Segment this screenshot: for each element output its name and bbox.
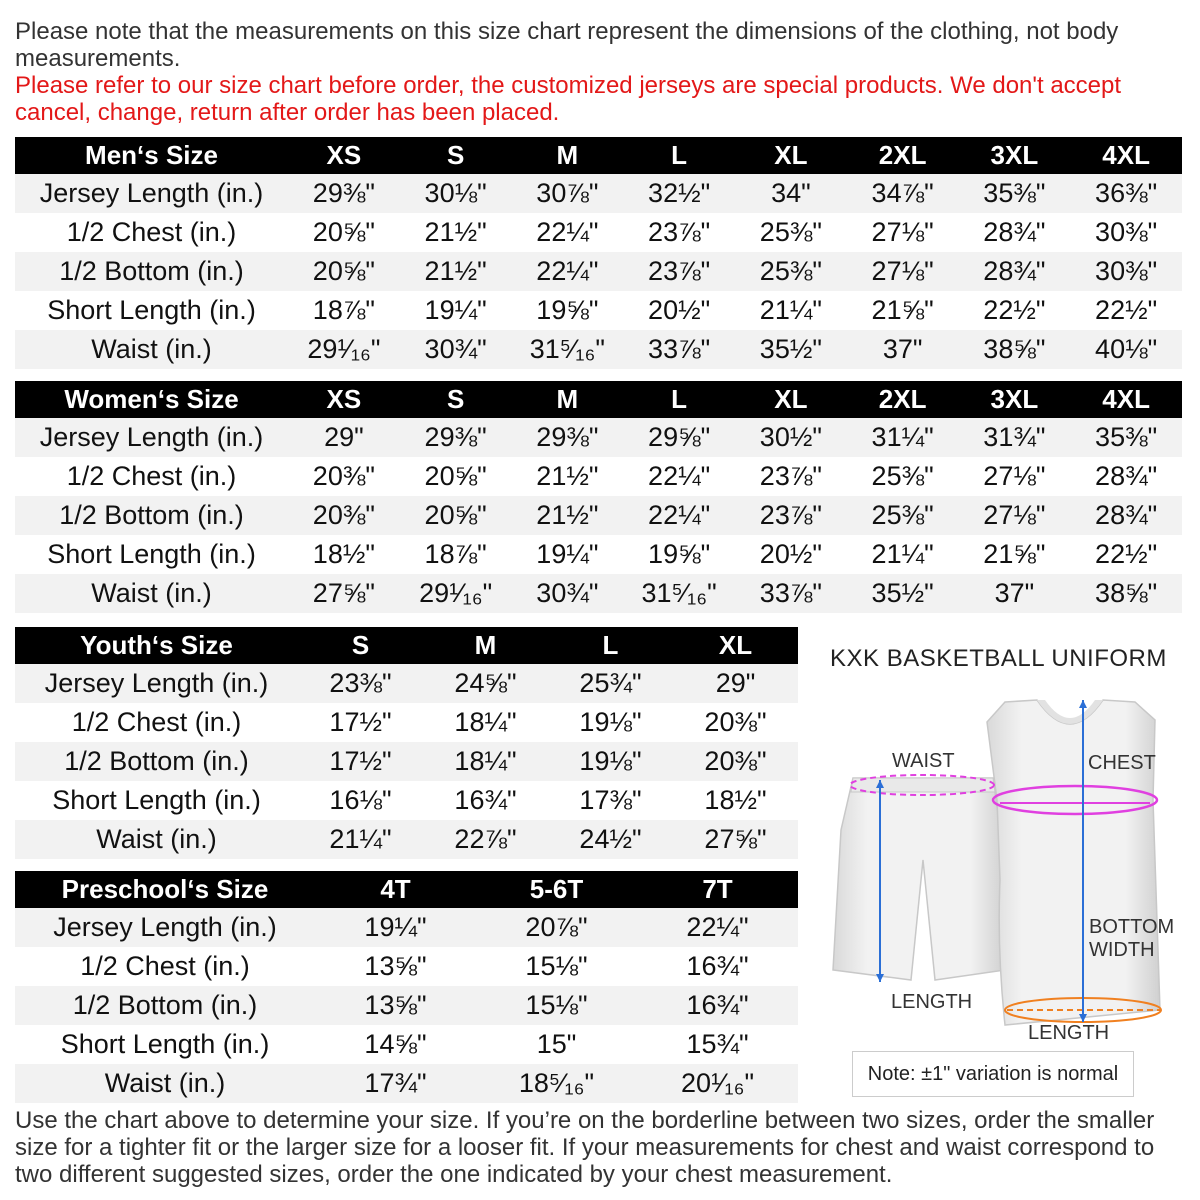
cell: 28¾": [959, 252, 1071, 291]
cell: 21¼": [871, 539, 934, 569]
cell: 30⅞": [512, 174, 624, 213]
cell: 31¼": [847, 418, 959, 457]
table-row: [15, 330, 1182, 369]
cell: 22⅞": [423, 820, 548, 859]
cell: 31⁵⁄₁₆": [512, 330, 624, 369]
cell: 34": [735, 174, 847, 213]
mens-size-header: Men‘s Size: [15, 137, 288, 174]
sizing-guidance: Use the chart above to determine your size. If you’re on the borderline between two sizes, order the smaller size for a tighter fit or the larger size for a looser fit. If your measurements for chest and waist correspond to two different suggested sizes, order the one indicated by your chest measurement.: [15, 1107, 1155, 1188]
cell: 22½": [1095, 539, 1158, 569]
cell: 20⅝": [400, 496, 512, 535]
cell: 14⅝": [364, 1029, 427, 1059]
cell: 24½": [548, 820, 673, 859]
preschool-size-table: [15, 871, 798, 1103]
size-header: 4T: [315, 871, 476, 908]
cell: 25⅜": [735, 252, 847, 291]
cell: 19⅛": [548, 742, 673, 781]
cell: 30¾": [400, 330, 512, 369]
cell: 25¾": [548, 664, 673, 703]
row-label: Jersey Length (in.): [15, 418, 288, 457]
cell: 15⅛": [476, 986, 637, 1025]
table-row: [15, 781, 798, 820]
cell: 29⅜": [512, 418, 624, 457]
size-header: 5-6T: [476, 871, 637, 908]
cell: 16⅛": [329, 785, 392, 815]
cell: 30⅛": [400, 174, 512, 213]
table-row: [15, 703, 798, 742]
cell: 27⅝": [288, 574, 400, 613]
cell: 15": [536, 1029, 577, 1059]
cell: 30⅜": [1070, 252, 1182, 291]
cell: 27⅛": [959, 496, 1071, 535]
row-label: 1/2 Bottom (in.): [15, 496, 288, 535]
jersey-shape: [987, 700, 1160, 1025]
youth-header-row: [15, 627, 798, 664]
cell: 15¾": [686, 1029, 749, 1059]
cell: 18¼": [454, 707, 517, 737]
row-label: Short Length (in.): [47, 539, 256, 569]
cell: 31¾": [959, 418, 1071, 457]
size-notes: [15, 18, 1185, 126]
mens-size-table: [15, 137, 1182, 369]
size-header: 2XL: [847, 381, 959, 418]
cell: 20⅜": [312, 461, 375, 491]
table-row: [15, 947, 798, 986]
size-header: XL: [673, 627, 798, 664]
table-row: [15, 418, 1182, 457]
cell: 29⅜": [400, 418, 512, 457]
row-label: Jersey Length (in.): [15, 908, 315, 947]
cell: 27⅛": [983, 461, 1046, 491]
size-header: XL: [735, 137, 847, 174]
row-label: Jersey Length (in.): [15, 664, 298, 703]
table-row: [15, 986, 798, 1025]
cell: 29": [673, 664, 798, 703]
womens-size-table: [15, 381, 1182, 613]
size-header: 4XL: [1070, 381, 1182, 418]
cell: 25⅜": [759, 217, 822, 247]
row-label: 1/2 Chest (in.): [80, 951, 250, 981]
cell: 21½": [536, 461, 599, 491]
variation-note: Note: ±1" variation is normal: [852, 1051, 1134, 1097]
cell: 28¾": [1095, 461, 1158, 491]
table-row: [15, 291, 1182, 330]
cell: 30¾": [512, 574, 624, 613]
table-row: [15, 496, 1182, 535]
bottom-label-line2: WIDTH: [1089, 939, 1155, 961]
row-label: Waist (in.): [15, 330, 288, 369]
table-row: [15, 457, 1182, 496]
table-row: [15, 820, 798, 859]
cell: 29¹⁄₁₆": [400, 574, 512, 613]
size-header: L: [623, 137, 735, 174]
size-header: 3XL: [959, 381, 1071, 418]
womens-header-row: [15, 381, 1182, 418]
cell: 21⅝": [983, 539, 1046, 569]
cell: 27⅝": [673, 820, 798, 859]
row-label: 1/2 Chest (in.): [66, 461, 237, 491]
cell: 36⅜": [1070, 174, 1182, 213]
cell: 20¹⁄₁₆": [637, 1064, 798, 1103]
cell: 33⅞": [735, 574, 847, 613]
size-header: S: [400, 137, 512, 174]
size-header: 4XL: [1070, 137, 1182, 174]
cell: 21½": [400, 252, 512, 291]
cell: 20⅜": [704, 707, 767, 737]
youth-size-table: [15, 627, 798, 859]
cell: 35⅜": [959, 174, 1071, 213]
row-label: 1/2 Bottom (in.): [15, 252, 288, 291]
cell: 22¼": [623, 496, 735, 535]
size-header: L: [623, 381, 735, 418]
cell: 34⅞": [847, 174, 959, 213]
row-label: Waist (in.): [15, 1064, 315, 1103]
cell: 24⅝": [423, 664, 548, 703]
cell: 13⅝": [315, 986, 476, 1025]
size-header: 3XL: [959, 137, 1071, 174]
cell: 27⅛": [847, 252, 959, 291]
cell: 18⁵⁄₁₆": [476, 1064, 637, 1103]
cell: 22¼": [512, 252, 624, 291]
size-header: 2XL: [847, 137, 959, 174]
cell: 29⅜": [288, 174, 400, 213]
row-label: Short Length (in.): [60, 1029, 270, 1059]
uniform-diagram: [815, 630, 1200, 1100]
waist-label: WAIST: [892, 750, 955, 772]
cell: 22½": [1095, 295, 1158, 325]
table-row: [15, 664, 798, 703]
table-row: [15, 1064, 798, 1103]
cell: 22¼": [637, 908, 798, 947]
order-warning: Please refer to our size chart before order, the customized jerseys are special products. We don't accept cancel, change, return after order has been placed.: [15, 72, 1122, 126]
bottom-width-label: [1089, 916, 1174, 962]
cell: 23⅞": [648, 217, 711, 247]
cell: 21½": [424, 217, 487, 247]
cell: 23⅞": [623, 252, 735, 291]
cell: 27⅛": [871, 217, 934, 247]
cell: 17½": [298, 742, 423, 781]
cell: 17⅜": [579, 785, 642, 815]
cell: 35⅜": [1070, 418, 1182, 457]
cell: 40⅛": [1070, 330, 1182, 369]
row-label: Short Length (in.): [47, 295, 256, 325]
cell: 25⅜": [847, 496, 959, 535]
size-header: XS: [288, 381, 400, 418]
size-header: S: [400, 381, 512, 418]
cell: 18½": [312, 539, 375, 569]
cell: 28¾": [1070, 496, 1182, 535]
row-label: Jersey Length (in.): [15, 174, 288, 213]
cell: 29": [288, 418, 400, 457]
cell: 20⅜": [288, 496, 400, 535]
size-header: 7T: [637, 871, 798, 908]
cell: 20½": [759, 539, 822, 569]
cell: 38⅝": [1070, 574, 1182, 613]
size-header: XS: [288, 137, 400, 174]
row-label: 1/2 Chest (in.): [71, 707, 242, 737]
size-header: XL: [735, 381, 847, 418]
jersey-length-label: LENGTH: [1028, 1022, 1110, 1044]
cell: 16¾": [637, 986, 798, 1025]
cell: 13⅝": [364, 951, 427, 981]
cell: 32½": [623, 174, 735, 213]
table-row: [15, 574, 1182, 613]
cell: 25⅜": [871, 461, 934, 491]
row-label: 1/2 Bottom (in.): [15, 986, 315, 1025]
table-row: [15, 252, 1182, 291]
cell: 19⅛": [579, 707, 642, 737]
cell: 33⅞": [623, 330, 735, 369]
size-header: M: [512, 381, 624, 418]
cell: 18¼": [423, 742, 548, 781]
cell: 20⅜": [673, 742, 798, 781]
row-label: 1/2 Chest (in.): [66, 217, 237, 247]
cell: 17¾": [315, 1064, 476, 1103]
womens-size-header: Women‘s Size: [15, 381, 288, 418]
cell: 19⅝": [648, 539, 711, 569]
cell: 35½": [735, 330, 847, 369]
chest-label: CHEST: [1088, 752, 1156, 774]
cell: 19⅝": [536, 295, 599, 325]
cell: 29⅝": [623, 418, 735, 457]
table-row: [15, 742, 798, 781]
table-row: [15, 908, 798, 947]
cell: 15⅛": [525, 951, 588, 981]
preschool-header-row: [15, 871, 798, 908]
cell: 19¼": [536, 539, 599, 569]
cell: 28¾": [983, 217, 1046, 247]
table-row: [15, 213, 1182, 252]
measurement-note: Please note that the measurements on this size chart represent the dimensions of the clothing, not body measurements.: [15, 18, 1119, 72]
cell: 20½": [648, 295, 711, 325]
cell: 21⅝": [871, 295, 934, 325]
cell: 20⅝": [288, 252, 400, 291]
diagram-title: KXK BASKETBALL UNIFORM: [830, 645, 1167, 672]
cell: 20⅞": [476, 908, 637, 947]
cell: 21¼": [298, 820, 423, 859]
cell: 37": [959, 574, 1071, 613]
cell: 21½": [512, 496, 624, 535]
cell: 37": [847, 330, 959, 369]
preschool-size-header: Preschool‘s Size: [15, 871, 315, 908]
cell: 16¾": [686, 951, 749, 981]
size-header: S: [298, 627, 423, 664]
bottom-label-line1: BOTTOM: [1089, 916, 1175, 938]
cell: 19¼": [315, 908, 476, 947]
cell: 19¼": [424, 295, 487, 325]
cell: 35½": [847, 574, 959, 613]
size-header: M: [423, 627, 548, 664]
cell: 20⅝": [312, 217, 375, 247]
cell: 16¾": [454, 785, 517, 815]
row-label: Short Length (in.): [52, 785, 261, 815]
cell: 22½": [983, 295, 1046, 325]
cell: 30½": [735, 418, 847, 457]
cell: 23⅞": [735, 496, 847, 535]
shorts-shape: [833, 778, 1005, 980]
cell: 31⁵⁄₁₆": [623, 574, 735, 613]
cell: 38⅝": [959, 330, 1071, 369]
table-row: [15, 535, 1182, 574]
mens-header-row: [15, 137, 1182, 174]
cell: 20⅝": [424, 461, 487, 491]
table-row: [15, 1025, 798, 1064]
cell: 18⅞": [424, 539, 487, 569]
table-row: [15, 174, 1182, 213]
shorts-length-label: LENGTH: [891, 991, 973, 1013]
cell: 18½": [704, 785, 767, 815]
cell: 23⅞": [759, 461, 822, 491]
size-header: L: [548, 627, 673, 664]
cell: 22¼": [536, 217, 599, 247]
cell: 23⅜": [298, 664, 423, 703]
row-label: Waist (in.): [15, 820, 298, 859]
uniform-illustration: [815, 630, 1200, 1100]
youth-size-header: Youth‘s Size: [15, 627, 298, 664]
row-label: 1/2 Bottom (in.): [15, 742, 298, 781]
size-header: M: [512, 137, 624, 174]
cell: 21¼": [759, 295, 822, 325]
cell: 17½": [329, 707, 392, 737]
cell: 29¹⁄₁₆": [288, 330, 400, 369]
cell: 30⅜": [1095, 217, 1158, 247]
row-label: Waist (in.): [15, 574, 288, 613]
cell: 18⅞": [312, 295, 375, 325]
cell: 22¼": [648, 461, 711, 491]
